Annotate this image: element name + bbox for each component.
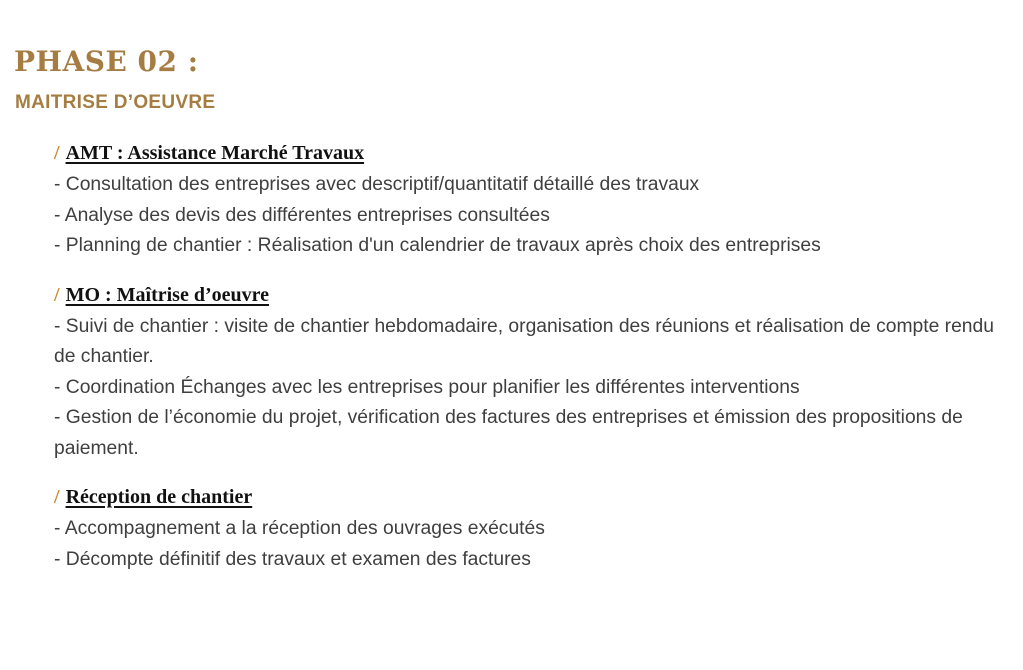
page-title: PHASE 02 :: [14, 45, 199, 78]
list-item: - Accompagnement a la réception des ouvrages exécutés: [54, 518, 545, 539]
section-heading: [54, 281, 1004, 309]
section-heading: [54, 483, 1004, 511]
section-heading: [54, 139, 1004, 167]
list-item: - Gestion de l’économie du projet, vérification des factures des entreprises et émission des propositions de paiement.: [54, 407, 963, 459]
content-area: [54, 139, 1004, 594]
page-subtitle: MAITRISE D’OEUVRE: [15, 92, 216, 113]
list-item: - Coordination Échanges avec les entreprises pour planifier les différentes interventions: [54, 376, 800, 398]
section-heading-text: Réception de chantier: [65, 486, 253, 508]
slash-marker: /: [54, 486, 60, 508]
item-list: [54, 170, 1004, 262]
item-list: [54, 514, 1004, 575]
slash-marker: /: [54, 283, 60, 306]
section-heading-text: MO : Maîtrise d’oeuvre: [65, 283, 270, 306]
item-list: [54, 312, 1004, 465]
list-item: - Consultation des entreprises avec descriptif/quantitatif détaillé des travaux: [54, 174, 700, 195]
section-reception: [54, 483, 1004, 575]
section-mo: [54, 281, 1004, 465]
section-amt: [54, 139, 1004, 262]
list-item: - Suivi de chantier : visite de chantier hebdomadaire, organisation des réunions et réalisation de compte rendu de chantier.: [54, 315, 994, 367]
section-heading-text: AMT : Assistance Marché Travaux: [65, 142, 365, 164]
slash-marker: /: [54, 142, 60, 164]
list-item: - Planning de chantier : Réalisation d'un calendrier de travaux après choix des entreprises: [54, 235, 821, 256]
list-item: - Analyse des devis des différentes entreprises consultées: [54, 204, 550, 226]
list-item: - Décompte définitif des travaux et examen des factures: [54, 548, 531, 570]
